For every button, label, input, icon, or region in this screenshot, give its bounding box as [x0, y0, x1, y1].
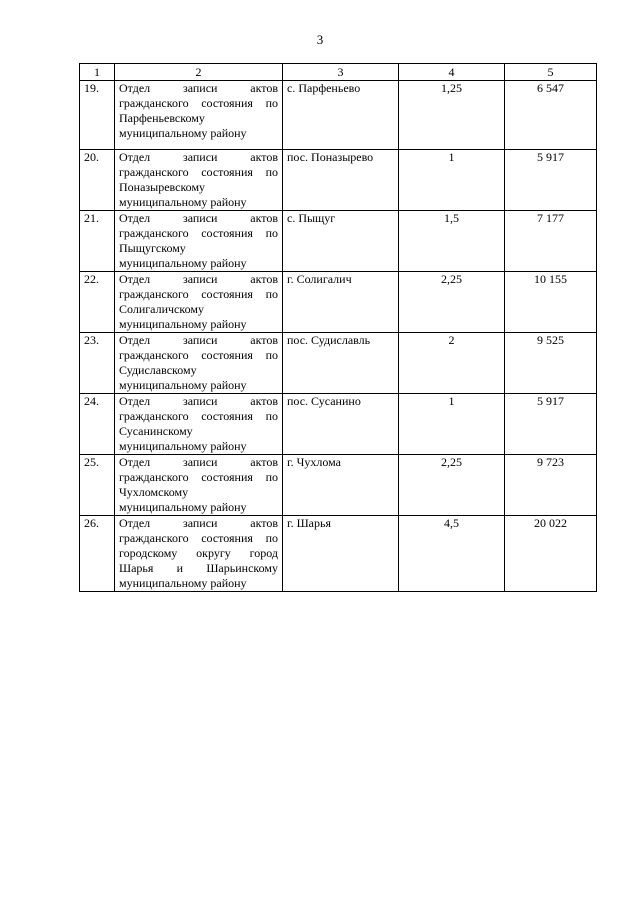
department-name [115, 81, 283, 150]
table-row [80, 516, 597, 592]
staff-rate: 1,25 [399, 81, 505, 150]
department-name-line: муниципальному району [119, 378, 247, 392]
column-header-3: 3 [283, 64, 399, 81]
department-name [115, 333, 283, 394]
column-header-2: 2 [115, 64, 283, 81]
row-number: 22. [80, 272, 115, 333]
table-row [80, 394, 597, 455]
department-name-line: гражданского состояния по [119, 96, 278, 110]
department-name-line: Чухломскому [119, 485, 189, 499]
row-number: 26. [80, 516, 115, 592]
department-name [115, 150, 283, 211]
department-name-line: гражданского состояния по [119, 470, 278, 484]
department-name-line: гражданского состояния по [119, 409, 278, 423]
department-name-line: муниципальному району [119, 256, 247, 270]
department-name-line: Шарья и Шарьинскому [119, 561, 278, 575]
department-name-line: Отдел записи актов [119, 516, 278, 530]
table-row [80, 272, 597, 333]
department-name-line: муниципальному району [119, 500, 247, 514]
staff-rate: 1,5 [399, 211, 505, 272]
row-number: 24. [80, 394, 115, 455]
department-name-line: городскому округу город [119, 546, 278, 560]
locality: с. Парфеньево [283, 81, 399, 150]
locality: г. Солигалич [283, 272, 399, 333]
staff-rate: 2,25 [399, 455, 505, 516]
department-name-line: гражданского состояния по [119, 348, 278, 362]
amount: 9 525 [505, 333, 597, 394]
amount: 6 547 [505, 81, 597, 150]
department-name-line: Отдел записи актов [119, 211, 278, 225]
department-name-line: Судиславскому [119, 363, 197, 377]
staff-rate: 2,25 [399, 272, 505, 333]
amount: 7 177 [505, 211, 597, 272]
row-number: 20. [80, 150, 115, 211]
column-header-5: 5 [505, 64, 597, 81]
department-name-line: муниципальному району [119, 439, 247, 453]
department-name-line: Поназыревскому [119, 180, 206, 194]
locality: пос. Сусанино [283, 394, 399, 455]
amount: 5 917 [505, 150, 597, 211]
department-name-line: муниципальному району [119, 126, 247, 140]
staff-rate: 4,5 [399, 516, 505, 592]
department-name-line: Отдел записи актов [119, 455, 278, 469]
department-name-line: Отдел записи актов [119, 81, 278, 95]
department-name-line: Парфеньевскому [119, 111, 205, 125]
row-number: 23. [80, 333, 115, 394]
page-number: 3 [316, 32, 324, 47]
department-name-line: Отдел записи актов [119, 150, 278, 164]
locality: пос. Судиславль [283, 333, 399, 394]
department-name-line: муниципальному району [119, 195, 247, 209]
department-name [115, 211, 283, 272]
staff-rate: 2 [399, 333, 505, 394]
department-name [115, 516, 283, 592]
staff-rate: 1 [399, 150, 505, 211]
table-row [80, 81, 597, 150]
department-name-line: Отдел записи актов [119, 272, 278, 286]
department-name [115, 394, 283, 455]
department-name-line: гражданского состояния по [119, 226, 278, 240]
table-header-row [80, 64, 597, 81]
department-name-line: муниципальному району [119, 576, 247, 590]
amount: 20 022 [505, 516, 597, 592]
department-name [115, 455, 283, 516]
department-name-line: Пыщугскому [119, 241, 186, 255]
column-header-4: 4 [399, 64, 505, 81]
department-name-line: гражданского состояния по [119, 287, 278, 301]
table-row [80, 211, 597, 272]
amount: 10 155 [505, 272, 597, 333]
table-row [80, 333, 597, 394]
department-name-line: муниципальному району [119, 317, 247, 331]
row-number: 21. [80, 211, 115, 272]
amount: 5 917 [505, 394, 597, 455]
department-name-line: Солигаличскому [119, 302, 204, 316]
locality: г. Шарья [283, 516, 399, 592]
locality: пос. Поназырево [283, 150, 399, 211]
table-row [80, 455, 597, 516]
department-name-line: Отдел записи актов [119, 394, 278, 408]
table-body [80, 81, 597, 592]
locality: г. Чухлома [283, 455, 399, 516]
column-header-1: 1 [80, 64, 115, 81]
department-name-line: гражданского состояния по [119, 531, 278, 545]
table-row [80, 150, 597, 211]
row-number: 19. [80, 81, 115, 150]
registry-table [79, 63, 597, 592]
department-name-line: Сусанинскому [119, 424, 193, 438]
department-name-line: Отдел записи актов [119, 333, 278, 347]
row-number: 25. [80, 455, 115, 516]
staff-rate: 1 [399, 394, 505, 455]
locality: с. Пыщуг [283, 211, 399, 272]
department-name-line: гражданского состояния по [119, 165, 278, 179]
department-name [115, 272, 283, 333]
amount: 9 723 [505, 455, 597, 516]
